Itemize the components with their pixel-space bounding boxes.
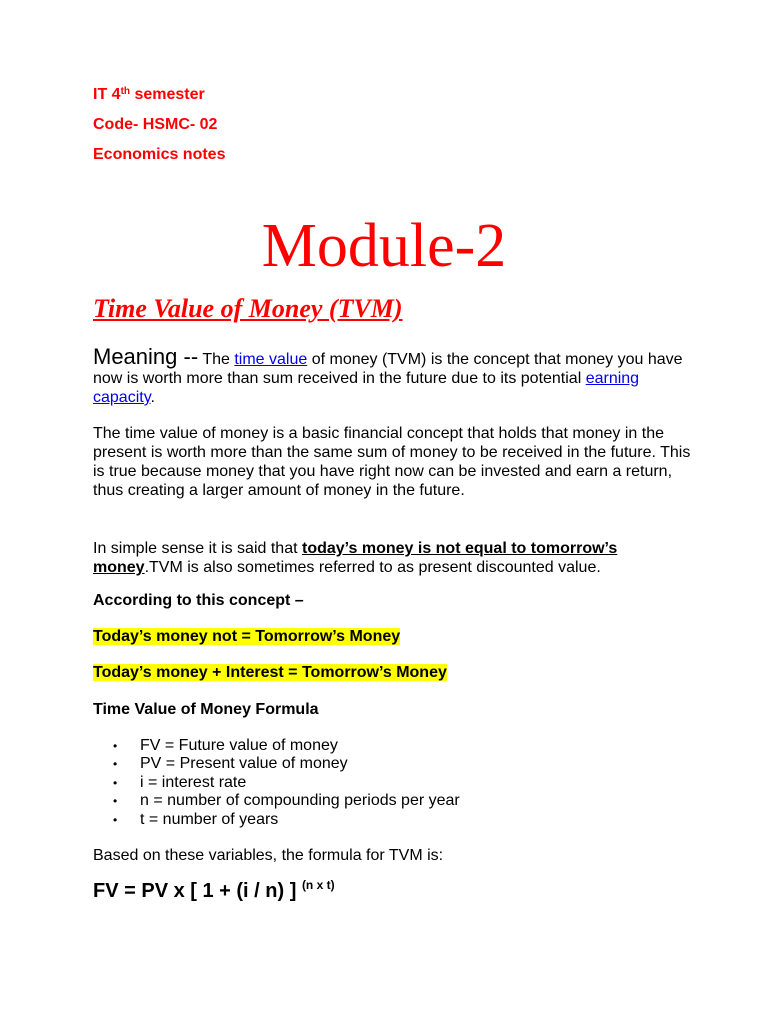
list-item: • PV = Present value of money [113,755,460,773]
earning-capacity-link[interactable]: earning capacity [93,370,640,406]
variables-list [93,737,460,829]
list-item: • FV = Future value of money [113,737,460,755]
list-item: • n = number of compounding periods per year [113,792,460,810]
course-code-line: Code- HSMC- 02 [93,116,218,133]
highlight-line-2: Today’s money + Interest = Tomorrow’s Money [93,664,447,681]
meaning-paragraph: Meaning -- The time value of money (TVM) is the concept that money you have now is worth more than sum received in the future due to its potential earning capacity. [93,344,683,406]
formula-intro: Based on these variables, the formula for TVM is: [93,847,444,864]
tvm-formula: FV = PV x [ 1 + (i / n) ] $^{(n x t)}$ [93,878,335,902]
formula-heading: Time Value of Money Formula [93,701,319,718]
tvm-explanation-paragraph: The time value of money is a basic financial concept that holds that money in the present is worth more than the same sum of money to be received in the future. This is true because money that you have right now can be invested and earn a return, thus creating a larger amount of money in the future. [93,425,691,499]
concept-heading: According to this concept – [93,592,304,609]
emphasis-text: today’s money is not equal to tomorrow’s money [93,540,618,576]
highlight-line-1: Today’s money not = Tomorrow’s Money [93,628,401,645]
list-item: • i = interest rate [113,774,460,792]
time-value-link[interactable]: time value [234,351,308,368]
module-title: Module-2 [261,212,507,280]
list-item: • t = number of years [113,811,460,829]
section-title: Time Value of Money (TVM) [93,294,403,323]
meaning-heading: Meaning -- [93,344,199,369]
simple-sense-paragraph: In simple sense it is said that today’s money is not equal to tomorrow’s money.TVM is also sometimes referred to as present discounted value. [93,540,618,576]
notes-label-line: Economics notes [93,146,226,163]
semester-line: IT 4th semester [93,86,205,103]
